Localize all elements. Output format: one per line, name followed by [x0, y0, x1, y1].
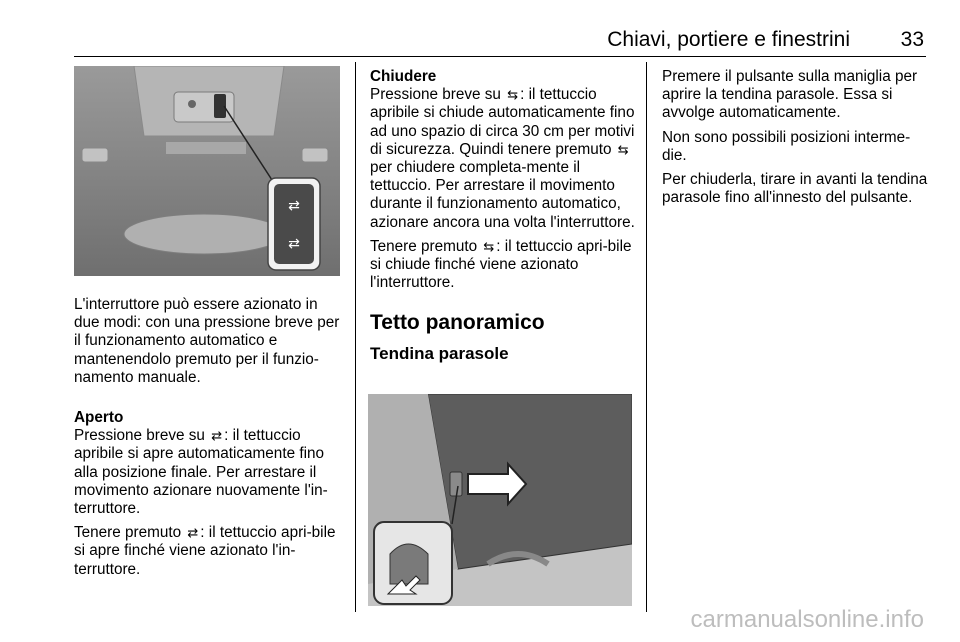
sunshade-illustration [368, 394, 632, 606]
sunshade-paragraph-1: Premere il pulsante sulla maniglia per aprire la tendina parasole. Essa si avvolge automaticamente. [662, 68, 918, 122]
open-heading: Aperto [74, 409, 124, 427]
watermark: carmanualsonline.info [690, 606, 924, 633]
sunshade-paragraph-2: Non sono possibili posizioni interme-die. [662, 128, 911, 164]
sunroof-open-icon: ⇄ [187, 525, 199, 541]
sunroof-close-icon: ⇆ [507, 87, 519, 103]
header-title: Chiavi, portiere e finestrini [607, 28, 850, 51]
section-heading: Tetto panoramico [370, 311, 545, 335]
column-3 [662, 68, 932, 213]
close-paragraph-2: Tenere premuto ⇆ : il tettuccio apri-bile si chiude finché viene azionato l'interruttore. [370, 237, 632, 292]
intro-paragraph: L'interruttore può essere azionato in due modi: con una pressione breve per il funzionamento automatico e mantenendolo premuto per il funzio-namento manuale. [74, 296, 340, 386]
svg-text:⇄: ⇄ [288, 198, 300, 214]
close-paragraph-1: Pressione breve su ⇆ : il tettuccio apribile si chiude automaticamente fino ad uno spazio di circa 30 cm per motivi di sicurezza. Quindi tenere premuto ⇆ per chiudere completa-mente il tettuccio. Per arrestare il movimento durante il funzionamento automatico, azionare ancora una volta l'interruttore. [370, 86, 635, 231]
column-divider-2 [646, 62, 647, 612]
sunroof-open-icon: ⇄ [211, 428, 223, 444]
subsection-heading: Tendina parasole [370, 344, 509, 364]
open-paragraph-1: Pressione breve su ⇄ : il tettuccio apribile si apre automaticamente fino alla posizione finale. Per arrestare il movimento azionare nuovamente l'in-terruttore. [74, 427, 328, 518]
sunshade-paragraph-3: Per chiuderla, tirare in avanti la tendina parasole fino all'innesto del pulsante. [662, 171, 928, 207]
svg-text:⇄: ⇄ [288, 236, 300, 252]
column-2 [370, 68, 638, 372]
column-divider-1 [355, 62, 356, 612]
page-number: 33 [900, 28, 924, 51]
open-paragraph-2: Tenere premuto ⇄ : il tettuccio apri-bile si apre finché viene azionato l'in-terruttore. [74, 524, 336, 578]
close-heading: Chiudere [370, 68, 437, 85]
sunroof-close-icon: ⇆ [483, 238, 495, 254]
sunroof-close-icon: ⇆ [617, 141, 629, 157]
header-rule [74, 56, 926, 57]
sunroof-switch-illustration [74, 66, 340, 276]
column-1 [74, 296, 346, 585]
